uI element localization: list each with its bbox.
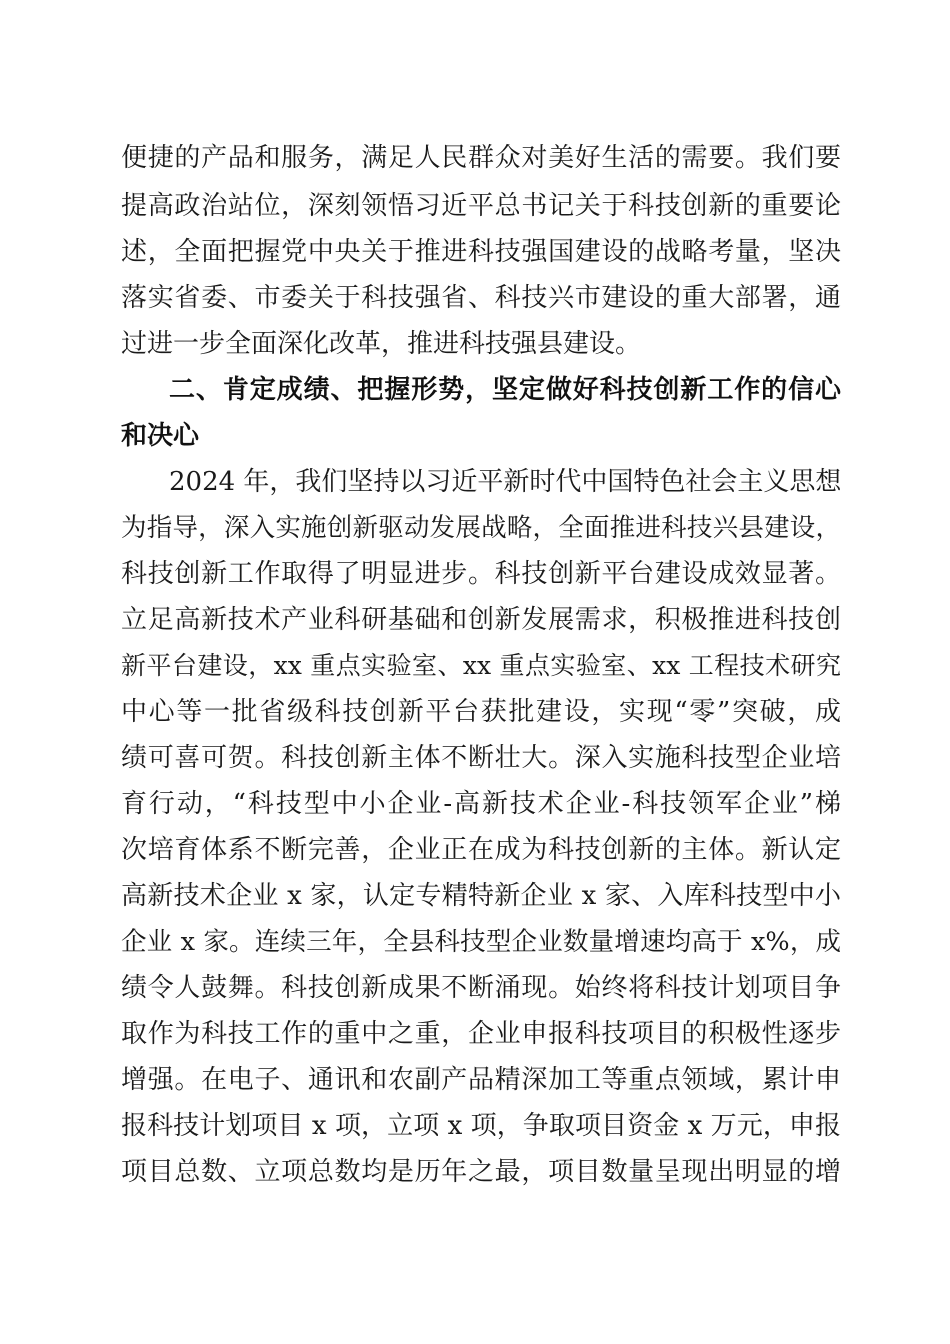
text-line: 次培育体系不断完善，企业正在成为科技创新的主体。新认定 (121, 835, 841, 865)
text-line: 为指导，深入实施创新驱动发展战略，全面推进科技兴县建设， (121, 513, 841, 543)
text-line: 报科技计划项目 x 项，立项 x 项，争取项目资金 x 万元，申报 (121, 1111, 841, 1141)
text-line: 取作为科技工作的重中之重，企业申报科技项目的积极性逐步 (121, 1019, 841, 1049)
text-line: 育行动，“科技型中小企业-高新技术企业-科技领军企业”梯 (121, 789, 841, 819)
text-line: 高新技术企业 x 家，认定专精特新企业 x 家、入库科技型中小 (121, 881, 841, 911)
text-line: 述，全面把握党中央关于推进科技强国建设的战略考量，坚决 (121, 237, 841, 267)
text-line: 便捷的产品和服务，满足人民群众对美好生活的需要。我们要 (121, 143, 841, 173)
text-line: 绩令人鼓舞。科技创新成果不断涌现。始终将科技计划项目争 (121, 973, 841, 1003)
text-line: 落实省委、市委关于科技强省、科技兴市建设的重大部署，通 (121, 283, 841, 313)
text-line: 2024 年，我们坚持以习近平新时代中国特色社会主义思想 (169, 467, 842, 497)
text-line: 科技创新工作取得了明显进步。科技创新平台建设成效显著。 (121, 559, 841, 589)
text-line: 项目总数、立项总数均是历年之最，项目数量呈现出明显的增 (121, 1157, 841, 1187)
text-line: 增强。在电子、通讯和农副产品精深加工等重点领域，累计申 (121, 1065, 841, 1095)
text-line: 过进一步全面深化改革，推进科技强县建设。 (121, 329, 642, 359)
text-line: 中心等一批省级科技创新平台获批建设，实现“零”突破，成 (121, 697, 841, 727)
heading-line: 二、肯定成绩、把握形势，坚定做好科技创新工作的信心 (169, 375, 841, 405)
text-line: 企业 x 家。连续三年，全县科技型企业数量增速均高于 x%，成 (121, 927, 841, 957)
text-line: 新平台建设，xx 重点实验室、xx 重点实验室、xx 工程技术研究 (121, 651, 841, 680)
text-line: 提高政治站位，深刻领悟习近平总书记关于科技创新的重要论 (121, 191, 841, 221)
text-line: 立足高新技术产业科研基础和创新发展需求，积极推进科技创 (121, 605, 841, 635)
text-line: 绩可喜可贺。科技创新主体不断壮大。深入实施科技型企业培 (121, 743, 841, 773)
heading-line: 和决心 (121, 421, 200, 451)
